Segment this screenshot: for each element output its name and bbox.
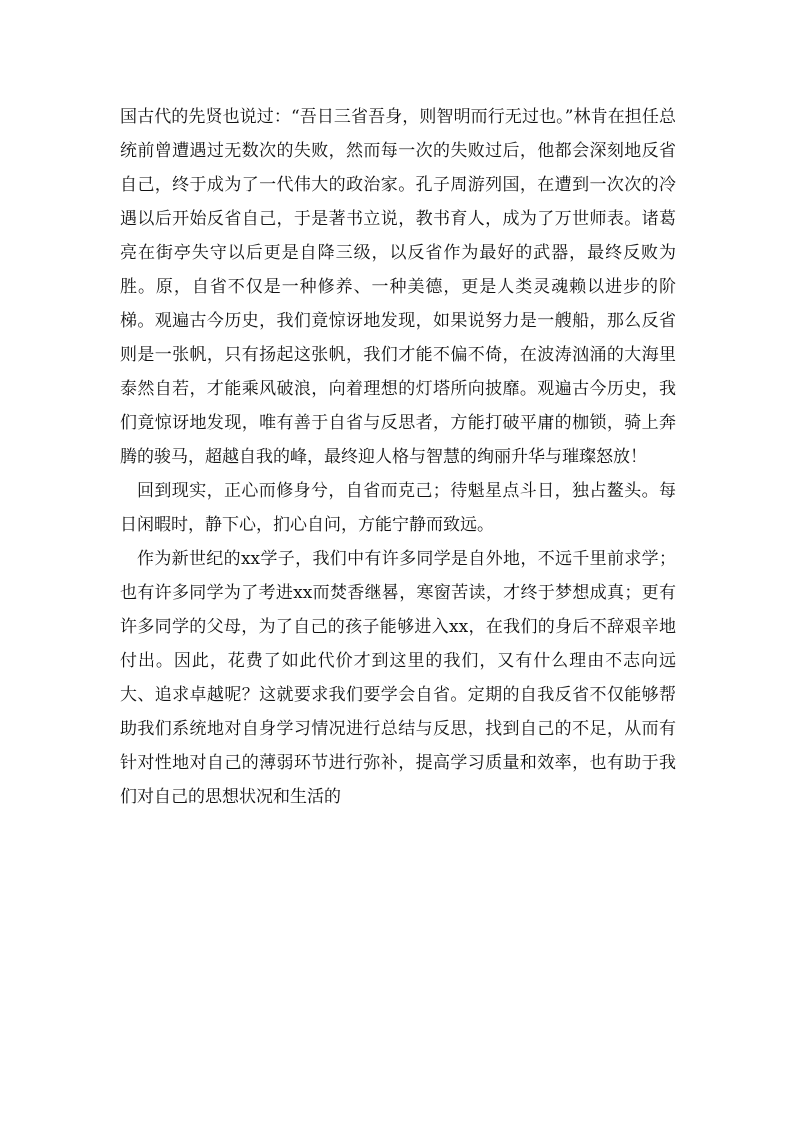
paragraph-2: 回到现实，正心而修身兮，自省而克己；待魁星点斗日，独占鳌头。每日闲暇时，静下心，扪心自问，方能宁静而致远。 (120, 481, 676, 535)
paragraph-1: 国古代的先贤也说过：“吾日三省吾身，则智明而行无过也。”林肯在担任总统前曾遭遇过无数次的失败，然而每一次的失败过后，他都会深刻地反省自己，终于成为了一代伟大的政治家。孔子周游列国，在遭到一次次的冷遇以后开始反省自己，于是著书立说，教书育人，成为了万世师表。诸葛亮在街亭失守以后更是自降三级，以反省作为最好的武器，最终反败为胜。原，自省不仅是一种修养、一种美德，更是人类灵魂赖以进步的阶梯。观遍古今历史，我们竟惊讶地发现，如果说努力是一艘船，那么反省则是一张帆，只有扬起这张帆，我们才能不偏不倚，在波涛汹涌的大海里泰然自若，才能乘风破浪，向着理想的灯塔所向披靡。观遍古今历史，我们竟惊讶地发现，唯有善于自省与反思者，方能打破平庸的枷锁，骑上奔腾的骏马，超越自我的峰，最终迎人格与智慧的绚丽升华与璀璨怒放！ (120, 107, 676, 467)
document-body (120, 100, 676, 814)
paragraph-3: 作为新世纪的xx学子，我们中有许多同学是自外地，不远千里前求学；也有许多同学为了考进xx而焚香继晷，寒窗苦读，才终于梦想成真；更有许多同学的父母，为了自己的孩子能够进入xx，在我们的身后不辞艰辛地付出。因此，花费了如此代价才到这里的我们，又有什么理由不志向远大、追求卓越呢？这就要求我们要学会自省。定期的自我反省不仅能够帮助我们系统地对自身学习情况进行总结与反思，找到自己的不足，从而有针对性地对自己的薄弱环节进行弥补，提高学习质量和效率，也有助于我们对自己的思想状况和生活的 (120, 549, 676, 807)
